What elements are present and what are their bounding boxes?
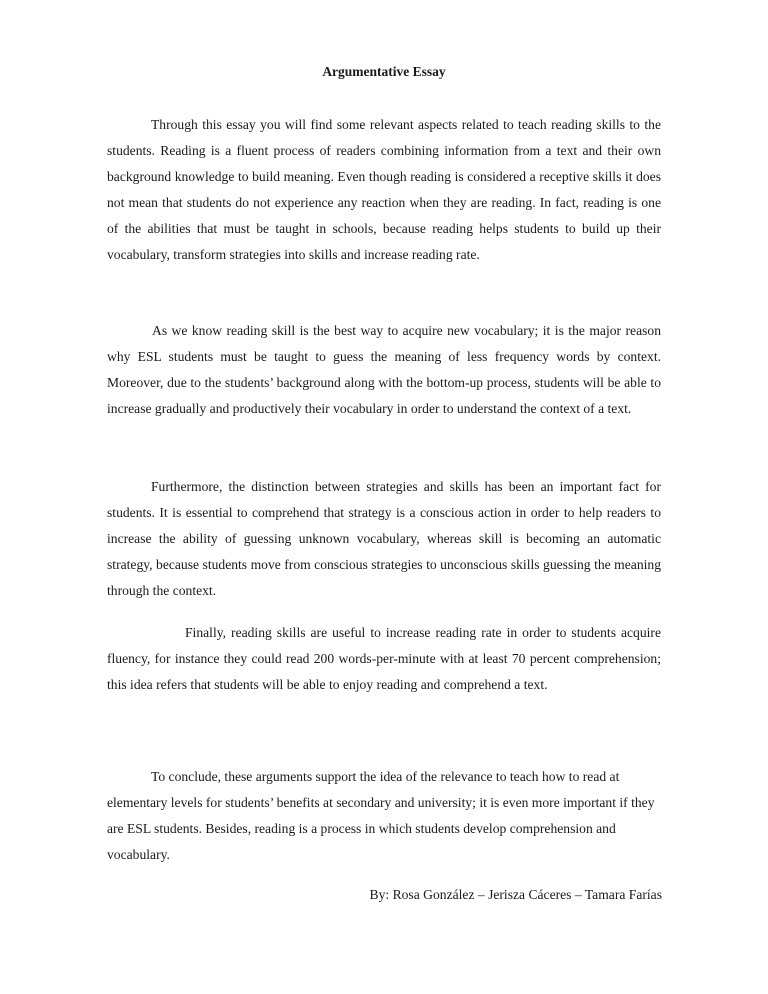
essay-title: Argumentative Essay (322, 64, 446, 79)
paragraph-vocabulary: As we know reading skill is the best way to acquire new vocabulary; it is the major reason why ESL students must be taught to guess the meaning of less frequency words by context. Moreover, due to the students’ background along with the bottom-up process, students will be able to increase gradually and productively their vocabulary in order to understand the context of a text. (107, 323, 661, 416)
paragraph-reading-rate: Finally, reading skills are useful to increase reading rate in order to students acquire fluency, for instance they could read 200 words-per-minute with at least 70 percent comprehension; this idea refers that students will be able to enjoy reading and comprehend a text. (107, 625, 661, 692)
paragraph-conclusion: To conclude, these arguments support the idea of the relevance to teach how to read at elementary levels for students’ benefits at secondary and university; it is even more important if they are ESL students. Besides, reading is a process in which students develop comprehension and vocabulary. (107, 769, 655, 862)
paragraph-introduction: Through this essay you will find some relevant aspects related to teach reading skills to the students. Reading is a fluent process of readers combining information from a text and their own background knowledge to build meaning. Even though reading is considered a receptive skills it does not mean that students do not experience any reaction when they are reading. In fact, reading is one of the abilities that must be taught in schools, because reading helps students to build up their vocabulary, transform strategies into skills and increase reading rate. (107, 117, 661, 262)
paragraph-strategies-skills: Furthermore, the distinction between strategies and skills has been an important fact for students. It is essential to comprehend that strategy is a conscious action in order to help readers to increase the ability of guessing unknown vocabulary, whereas skill is becoming an automatic strategy, because students move from conscious strategies to unconscious skills guessing the meaning through the context. (107, 479, 661, 598)
author-byline: By: Rosa González – Jerisza Cáceres – Tamara Farías (369, 887, 662, 902)
